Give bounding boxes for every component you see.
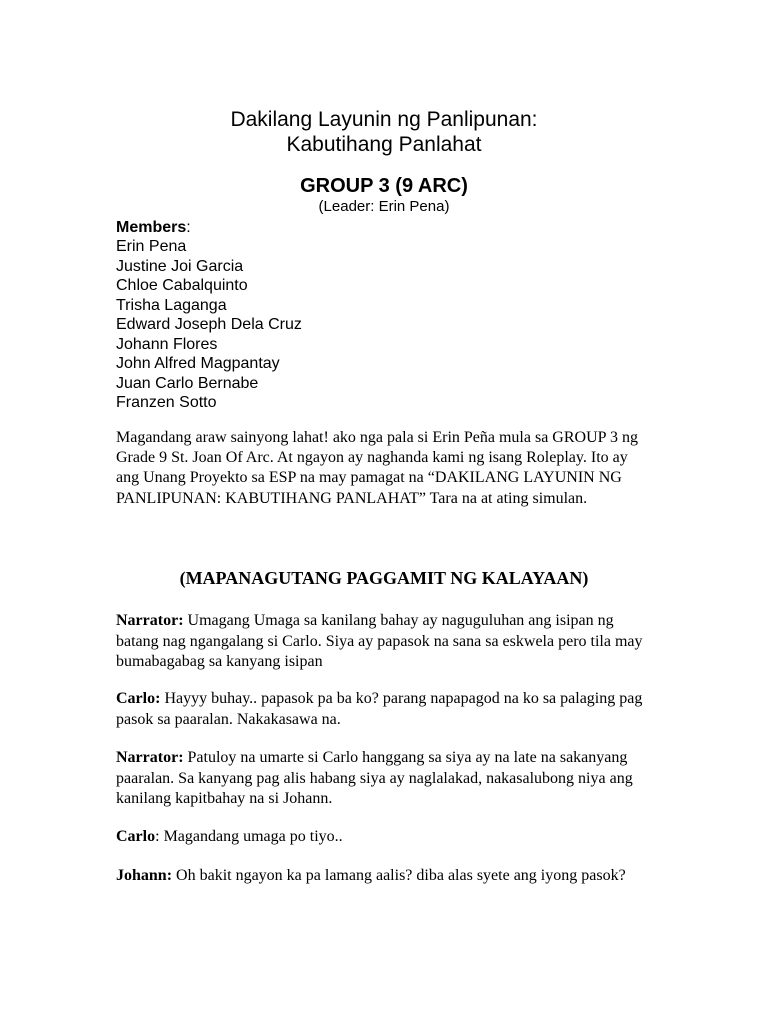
dialogue-text: Hayyy buhay.. papasok pa ba ko? parang napapagod na ko sa palaging pag pasok sa paaralan. Nakakasawa na. (116, 690, 643, 728)
intro-paragraph: Magandang araw sainyong lahat! ako nga pala si Erin Peña mula sa GROUP 3 ng Grade 9 St. Joan Of Arc. At ngayon ay naghanda kami ng isang Roleplay. Ito ay ang Unang Proyekto sa ESP na may pamagat na “DAKILANG LAYUNIN NG PANLIPUNAN: KABUTIHANG PANLAHAT” Tara na at ating simulan. (116, 429, 638, 507)
members-colon: : (186, 219, 191, 236)
members-heading (116, 218, 191, 238)
document-title-line-1: Dakilang Layunin ng Panlipunan: (230, 108, 538, 131)
dialogue-paragraph (116, 827, 646, 848)
dialogue-text: Umagang Umaga sa kanilang bahay ay naguguluhan ang isipan ng batang nag ngangalang si Carlo. Siya ay papasok na sana sa eskwela pero tila may bumabagabag sa kanyang isipan (116, 612, 643, 670)
speaker-name: Narrator: (116, 749, 184, 766)
section-title: (MAPANAGUTANG PAGGAMIT NG KALAYAAN) (179, 568, 589, 588)
dialogue-paragraph (116, 866, 646, 887)
speaker-name: Carlo (116, 828, 156, 845)
member-item: John Alfred Magpantay (116, 355, 280, 372)
speaker-name: Carlo: (116, 690, 161, 707)
dialogue-paragraph (116, 689, 646, 730)
member-item: Chloe Cabalquinto (116, 277, 248, 294)
member-item: Edward Joseph Dela Cruz (116, 316, 302, 333)
document-title-line-2: Kabutihang Panlahat (286, 133, 482, 156)
dialogue-text: Oh bakit ngayon ka pa lamang aalis? diba alas syete ang iyong pasok? (172, 867, 626, 884)
group-heading: GROUP 3 (9 ARC) (300, 175, 468, 197)
members-label: Members (116, 219, 187, 236)
group-leader: (Leader: Erin Pena) (318, 198, 450, 215)
member-item: Juan Carlo Bernabe (116, 374, 259, 392)
member-item: Franzen Sotto (116, 394, 217, 411)
member-item: Erin Pena (116, 238, 187, 255)
dialogue-text: Magandang umaga po tiyo.. (159, 828, 343, 845)
speaker-separator: : (155, 828, 160, 845)
dialogue-paragraph (116, 748, 646, 810)
members-list (116, 237, 302, 413)
member-item: Justine Joi Garcia (116, 257, 244, 275)
member-item: Johann Flores (116, 335, 218, 353)
member-item: Trisha Laganga (116, 296, 227, 314)
dialogue-paragraph (116, 611, 646, 673)
speaker-name: Johann: (116, 867, 173, 884)
dialogue-text: Patuloy na umarte si Carlo hanggang sa siya ay na late na sakanyang paaralan. Sa kanyang pag alis habang siya ay naglalakad, nakasalubong niya ang kanilang kapitbahay na si Johann. (116, 749, 633, 807)
speaker-name: Narrator: (116, 612, 184, 629)
